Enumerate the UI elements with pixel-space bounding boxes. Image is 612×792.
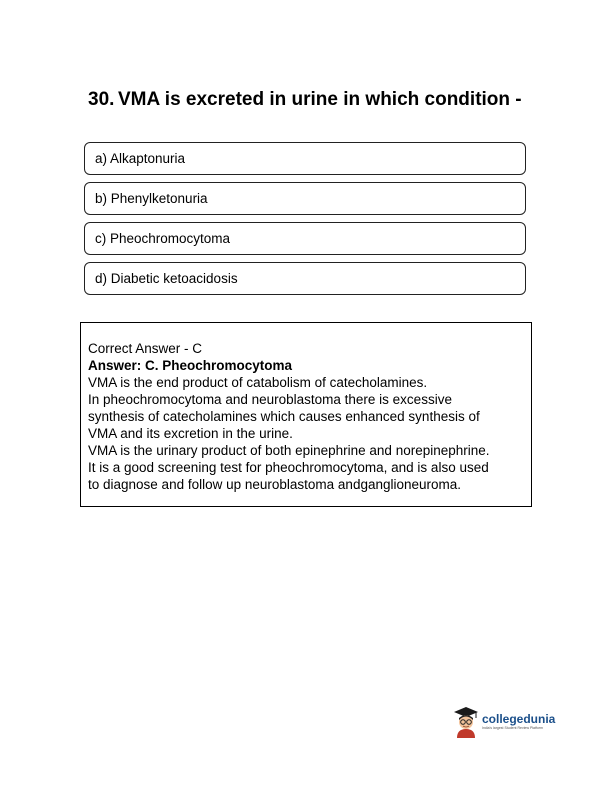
- logo-text: [482, 713, 555, 731]
- explanation-line: synthesis of catecholamines which causes enhanced synthesis of: [88, 409, 480, 424]
- question-text: VMA is excreted in urine in which condition -: [118, 89, 522, 110]
- options-list: [84, 142, 526, 302]
- logo-name: collegedunia: [482, 712, 556, 726]
- explanation-line: It is a good screening test for pheochromocytoma, and is also used: [88, 460, 489, 475]
- graduate-mascot-icon: [452, 705, 480, 739]
- explanation-line: to diagnose and follow up neuroblastoma andganglioneuroma.: [88, 477, 462, 492]
- explanation-line: VMA is the urinary product of both epinephrine and norepinephrine.: [88, 443, 490, 458]
- option-d[interactable]: d) Diabetic ketoacidosis: [84, 262, 526, 295]
- option-a[interactable]: a) Alkaptonuria: [84, 142, 526, 175]
- answer-title: Answer: C. Pheochromocytoma: [88, 358, 293, 373]
- explanation-line: VMA and its excretion in the urine.: [88, 426, 293, 441]
- correct-answer-line: Correct Answer - C: [88, 341, 203, 356]
- option-b[interactable]: b) Phenylketonuria: [84, 182, 526, 215]
- explanation-line: VMA is the end product of catabolism of catecholamines.: [88, 375, 428, 390]
- answer-box: [80, 322, 532, 507]
- logo-tagline: India's largest Student Review Platform: [482, 726, 543, 730]
- option-c[interactable]: c) Pheochromocytoma: [84, 222, 526, 255]
- explanation-line: In pheochromocytoma and neuroblastoma there is excessive: [88, 392, 452, 407]
- question-number: 30.: [88, 89, 115, 110]
- collegedunia-logo: [452, 702, 556, 742]
- question: [88, 88, 528, 111]
